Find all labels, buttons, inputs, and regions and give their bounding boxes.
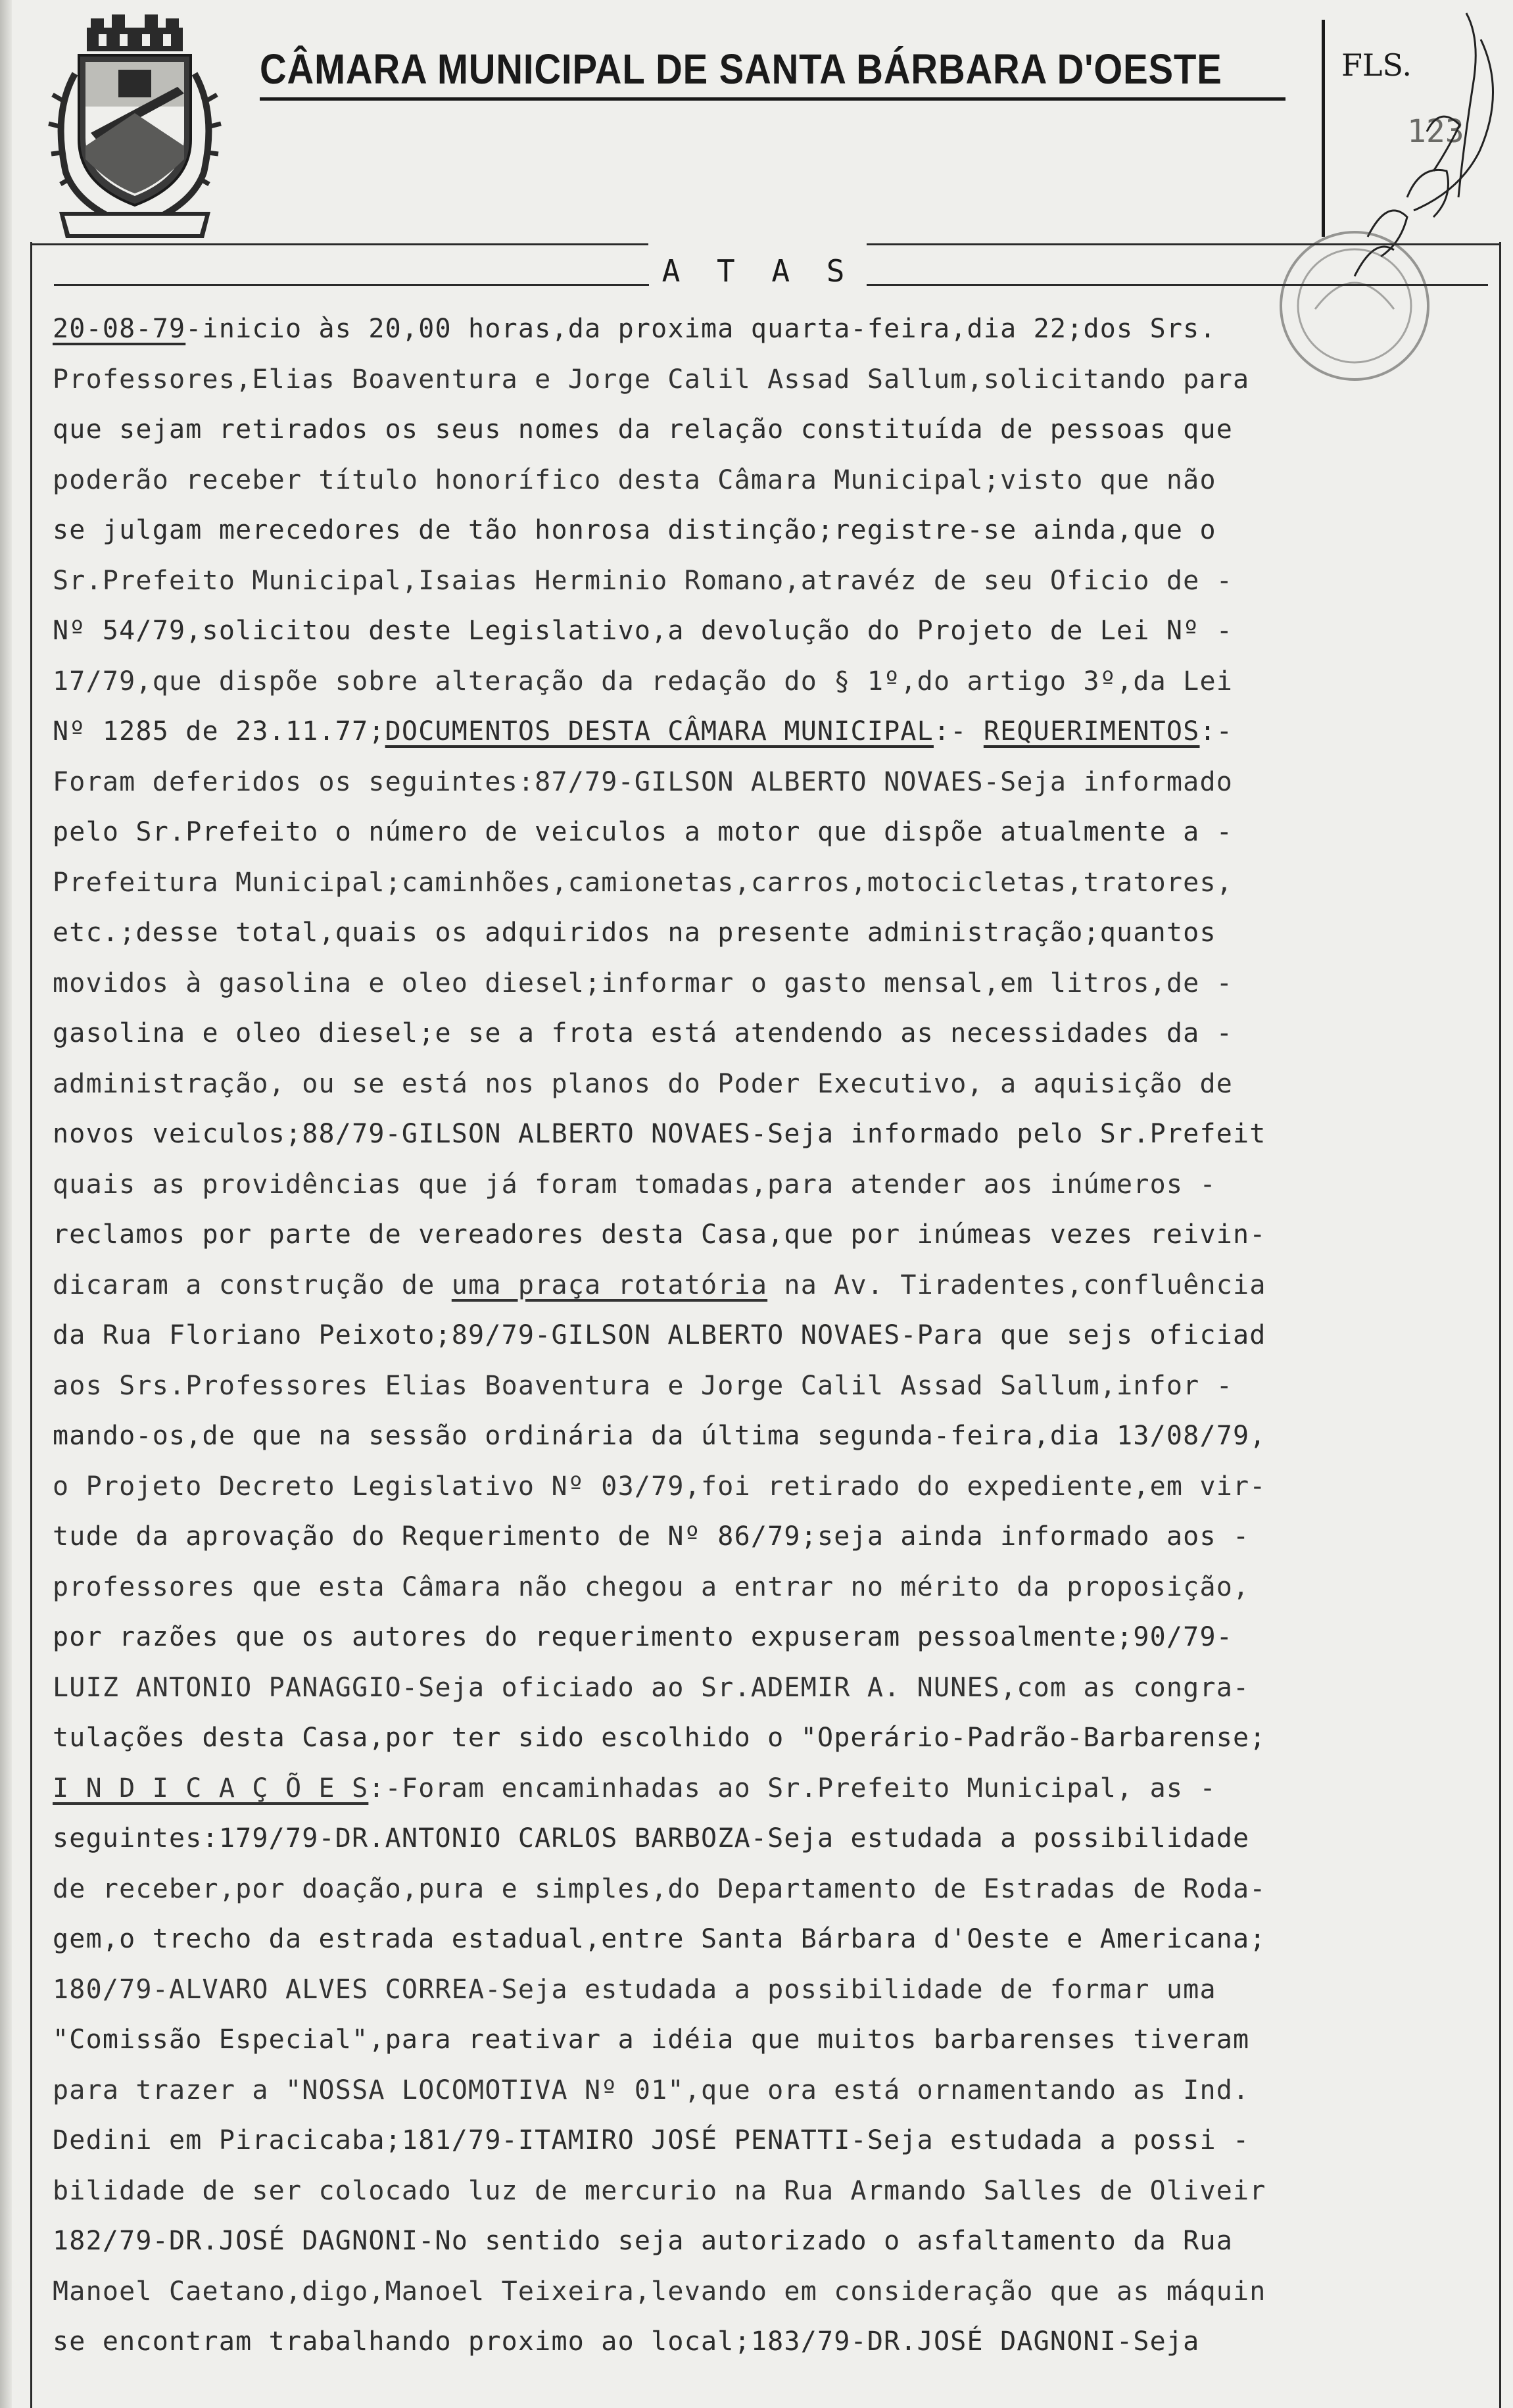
institution-title: CÂMARA MUNICIPAL DE SANTA BÁRBARA D'OESTE bbox=[260, 45, 1222, 93]
line-text: mando-os,de que na sessão ordinária da última segunda-feira,dia 13/08/79, bbox=[53, 1421, 1266, 1451]
minutes-line bbox=[53, 1965, 1499, 2015]
line-text: movidos à gasolina e oleo diesel;informar o gasto mensal,em litros,de - bbox=[53, 968, 1234, 998]
minutes-line bbox=[53, 1713, 1499, 1763]
line-text: :- bbox=[1199, 716, 1234, 747]
minutes-line bbox=[53, 1008, 1499, 1059]
minutes-line bbox=[53, 2065, 1499, 2116]
line-text: na Av. Tiradentes,confluência bbox=[767, 1269, 1266, 1300]
frame-top-border bbox=[30, 243, 648, 245]
minutes-line bbox=[53, 455, 1499, 506]
line-text: Nº 1285 de 23.11.77; bbox=[53, 716, 385, 747]
line-text: administração, ou se está nos planos do Poder Executivo, a aquisição de bbox=[53, 1068, 1234, 1099]
minutes-line bbox=[53, 1411, 1499, 1462]
municipal-crest-icon bbox=[46, 14, 224, 245]
line-text: gasolina e oleo diesel;e se a frota está atendendo as necessidades da - bbox=[53, 1018, 1234, 1048]
line-text: Nº 54/79,solicitou deste Legislativo,a devolução do Projeto de Lei Nº - bbox=[53, 616, 1234, 646]
minutes-line bbox=[53, 556, 1499, 606]
section-rule bbox=[867, 284, 1488, 286]
underlined-text: 20-08-79 bbox=[53, 314, 186, 344]
line-text: da Rua Floriano Peixoto;89/79-GILSON ALBERTO NOVAES-Para que sejs oficiad bbox=[53, 1320, 1266, 1350]
line-text: Manoel Caetano,digo,Manoel Teixeira,levando em consideração que as máquin bbox=[53, 2276, 1266, 2307]
header-rule bbox=[260, 97, 1285, 101]
minutes-line bbox=[53, 1310, 1499, 1361]
line-text: professores que esta Câmara não chegou a entrar no mérito da proposição, bbox=[53, 1571, 1250, 1602]
minutes-line bbox=[53, 656, 1499, 707]
minutes-line bbox=[53, 1210, 1499, 1260]
minutes-line bbox=[53, 2115, 1499, 2166]
section-rule bbox=[54, 284, 649, 286]
minutes-line bbox=[53, 1864, 1499, 1915]
minutes-line bbox=[53, 1361, 1499, 1412]
line-text: por razões que os autores do requerimento expuseram pessoalmente;90/79- bbox=[53, 1622, 1234, 1652]
frame-left-border bbox=[30, 242, 32, 2408]
line-text: seguintes:179/79-DR.ANTONIO CARLOS BARBOZA-Seja estudada a possibilidade bbox=[53, 1823, 1250, 1854]
line-text: bilidade de ser colocado luz de mercurio na Rua Armando Salles de Oliveir bbox=[53, 2175, 1266, 2206]
line-text: o Projeto Decreto Legislativo Nº 03/79,foi retirado do expediente,em vir- bbox=[53, 1471, 1266, 1502]
minutes-line bbox=[53, 757, 1499, 808]
line-text: poderão receber título honorífico desta Câmara Municipal;visto que não bbox=[53, 464, 1216, 495]
minutes-line bbox=[53, 1562, 1499, 1613]
minutes-line bbox=[53, 2267, 1499, 2317]
line-text: para trazer a "NOSSA LOCOMOTIVA Nº 01",que ora está ornamentando as Ind. bbox=[53, 2075, 1250, 2105]
minutes-body bbox=[53, 304, 1499, 2367]
underlined-text: REQUERIMENTOS bbox=[983, 716, 1200, 747]
line-text: Sr.Prefeito Municipal,Isaias Herminio Romano,atravéz de seu Oficio de - bbox=[53, 565, 1234, 596]
minutes-line bbox=[53, 1462, 1499, 1512]
minutes-line bbox=[53, 1109, 1499, 1160]
minutes-line bbox=[53, 908, 1499, 958]
line-text: LUIZ ANTONIO PANAGGIO-Seja oficiado ao Sr.ADEMIR A. NUNES,com as congra- bbox=[53, 1672, 1250, 1703]
line-text: gem,o trecho da estrada estadual,entre Santa Bárbara d'Oeste e Americana; bbox=[53, 1924, 1266, 1954]
minutes-line bbox=[53, 1260, 1499, 1311]
minutes-line bbox=[53, 2166, 1499, 2217]
line-text: 180/79-ALVARO ALVES CORREA-Seja estudada a possibilidade de formar uma bbox=[53, 1974, 1216, 2005]
line-text: Professores,Elias Boaventura e Jorge Calil Assad Sallum,solicitando para bbox=[53, 364, 1250, 395]
line-text: Prefeitura Municipal;caminhões,camionetas,carros,motocicletas,tratores, bbox=[53, 867, 1234, 898]
minutes-line bbox=[53, 1813, 1499, 1864]
minutes-line bbox=[53, 1160, 1499, 1210]
line-text: etc.;desse total,quais os adquiridos na presente administração;quantos bbox=[53, 918, 1216, 948]
line-text: quais as providências que já foram tomadas,para atender aos inúmeros - bbox=[53, 1169, 1216, 1200]
underlined-text: DOCUMENTOS DESTA CÂMARA MUNICIPAL bbox=[385, 716, 934, 747]
line-text: :- bbox=[933, 716, 984, 747]
line-text: de receber,por doação,pura e simples,do Departamento de Estradas de Roda- bbox=[53, 1873, 1266, 1904]
section-title: A T A S bbox=[661, 253, 854, 289]
minutes-line bbox=[53, 355, 1499, 405]
line-text: "Comissão Especial",para reativar a idéia que muitos barbarenses tiveram bbox=[53, 2025, 1250, 2055]
line-text: Foram deferidos os seguintes:87/79-GILSON ALBERTO NOVAES-Seja informado bbox=[53, 766, 1234, 797]
minutes-line bbox=[53, 807, 1499, 858]
page-edge-shadow bbox=[0, 0, 12, 2408]
minutes-line bbox=[53, 304, 1499, 355]
minutes-line bbox=[53, 706, 1499, 757]
minutes-line bbox=[53, 1511, 1499, 1562]
minutes-line bbox=[53, 1763, 1499, 1814]
line-text: -inicio às 20,00 horas,da proxima quarta-feira,dia 22;dos Srs. bbox=[185, 314, 1216, 344]
minutes-line bbox=[53, 958, 1499, 1009]
line-text: Dedini em Piracicaba;181/79-ITAMIRO JOSÉ PENATTI-Seja estudada a possi - bbox=[53, 2125, 1250, 2155]
minutes-line bbox=[53, 1059, 1499, 1110]
page-number: 123 bbox=[1407, 113, 1464, 150]
line-text: novos veiculos;88/79-GILSON ALBERTO NOVAES-Seja informado pelo Sr.Prefeit bbox=[53, 1119, 1266, 1149]
fls-label: FLS. bbox=[1341, 47, 1412, 83]
minutes-line bbox=[53, 505, 1499, 556]
underlined-text: uma praça rotatória bbox=[451, 1269, 768, 1300]
frame-right-border bbox=[1499, 242, 1501, 2408]
frame-top-border bbox=[867, 243, 1501, 245]
line-text: que sejam retirados os seus nomes da relação constituída de pessoas que bbox=[53, 414, 1234, 445]
minutes-line bbox=[53, 1914, 1499, 1965]
line-text: reclamos por parte de vereadores desta Casa,que por inúmeas vezes reivin- bbox=[53, 1219, 1266, 1250]
line-text: tude da aprovação do Requerimento de Nº 86/79;seja ainda informado aos - bbox=[53, 1521, 1250, 1552]
line-text: pelo Sr.Prefeito o número de veiculos a motor que dispõe atualmente a - bbox=[53, 817, 1234, 847]
line-text: tulações desta Casa,por ter sido escolhido o "Operário-Padrão-Barbarense; bbox=[53, 1723, 1266, 1753]
underlined-text: I N D I C A Ç Õ E S bbox=[53, 1773, 369, 1804]
line-text: dicaram a construção de bbox=[53, 1269, 452, 1300]
minutes-line bbox=[53, 2015, 1499, 2065]
minutes-line bbox=[53, 858, 1499, 908]
minutes-line bbox=[53, 1612, 1499, 1663]
minutes-line bbox=[53, 2216, 1499, 2267]
minutes-line bbox=[53, 606, 1499, 656]
line-text: se encontram trabalhando proximo ao local;183/79-DR.JOSÉ DAGNONI-Seja bbox=[53, 2326, 1200, 2357]
line-text: 182/79-DR.JOSÉ DAGNONI-No sentido seja autorizado o asfaltamento da Rua bbox=[53, 2226, 1234, 2256]
minutes-line bbox=[53, 2317, 1499, 2367]
minutes-line bbox=[53, 405, 1499, 455]
line-text: se julgam merecedores de tão honrosa distinção;registre-se ainda,que o bbox=[53, 515, 1216, 545]
line-text: 17/79,que dispõe sobre alteração da redação do § 1º,do artigo 3º,da Lei bbox=[53, 666, 1234, 697]
minutes-line bbox=[53, 1663, 1499, 1713]
line-text: aos Srs.Professores Elias Boaventura e Jorge Calil Assad Sallum,infor - bbox=[53, 1370, 1234, 1401]
line-text: :-Foram encaminhadas ao Sr.Prefeito Municipal, as - bbox=[368, 1773, 1216, 1804]
